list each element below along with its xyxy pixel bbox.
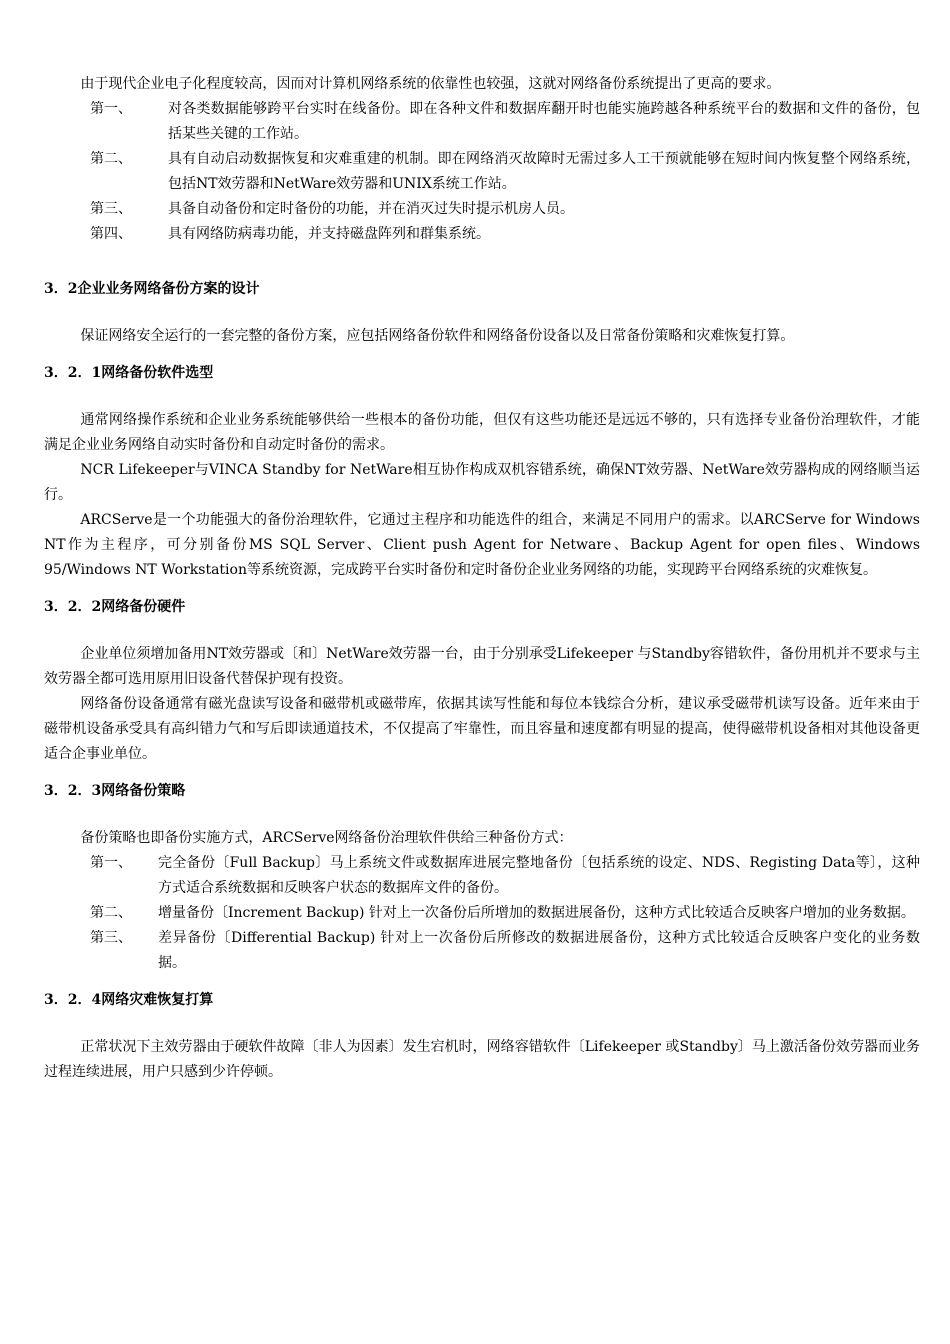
list-text: 具有网络防病毒功能，并支持磁盘阵列和群集系统。: [168, 226, 490, 242]
list-item: [44, 197, 920, 222]
section-heading-3-2-2: 3．2．2网络备份硬件: [44, 599, 186, 615]
list-marker: 第三、: [90, 201, 132, 217]
list-text: 对各类数据能够跨平台实时在线备份。即在各种文件和数据库翻开时也能实施跨越各种系统平台的数据和文件的备份，包括某些关键的工作站。: [168, 101, 920, 142]
list-text: 具备自动备份和定时备份的功能，并在消灭过失时提示机房人员。: [168, 201, 574, 217]
list-text: 增量备份〔Increment Backup) 针对上一次备份后所增加的数据进展备份，这种方式比较适合反映客户增加的业务数据。: [158, 905, 915, 921]
section-3-2-3-paragraph: 备份策略也即备份实施方式，ARCServe网络备份治理软件供给三种备份方式：: [80, 830, 573, 846]
list-item: [44, 851, 920, 901]
section-3-2-1-paragraph: NCR Lifekeeper与VINCA Standby for NetWare相互协作构成双机容错系统，确保NT效劳器、NetWare效劳器构成的网络顺当运行。: [44, 462, 920, 503]
section-heading-3-2-1: 3．2．1网络备份软件选型: [44, 365, 214, 381]
section-3-2-1-paragraph: 通常网络操作系统和企业业务系统能够供给一些根本的备份功能，但仅有这些功能还是远远不够的，只有选择专业备份治理软件，才能满足企业业务网络自动实时备份和自动定时备份的需求。: [44, 412, 920, 453]
list-item: [44, 901, 920, 926]
backup-methods-list: [44, 851, 920, 976]
list-item: [44, 222, 920, 247]
intro-paragraph: 由于现代企业电子化程度较高，因而对计算机网络系统的依靠性也较强，这就对网络备份系统提出了更高的要求。: [80, 76, 781, 92]
document-page: [44, 72, 920, 1085]
list-text: 具有自动启动数据恢复和灾难重建的机制。即在网络消灭故障时无需过多人工干预就能够在短时间内恢复整个网络系统，包括NT效劳器和NetWare效劳器和UNIX系统工作站。: [168, 151, 920, 192]
list-item: [44, 926, 920, 976]
section-3-2-4-paragraph: 正常状况下主效劳器由于硬软件故障〔非人为因素〕发生宕机时，网络容错软件〔Lifekeeper 或Standby〕马上激活备份效劳器而业务过程连续进展，用户只感到少许停顿。: [44, 1039, 920, 1080]
section-heading-3-2-3: 3．2．3网络备份策略: [44, 783, 186, 799]
section-3-2-2-paragraph: 网络备份设备通常有磁光盘读写设备和磁带机或磁带库，依据其读写性能和每位本钱综合分析，建议承受磁带机读写设备。近年来由于磁带机设备承受具有高纠错力气和写后即读通道技术，不仅提高了牢靠性，而且容量和速度都有明显的提高，使得磁带机设备相对其他设备更适合企事业单位。: [44, 696, 920, 762]
list-marker: 第一、: [90, 855, 132, 871]
list-text: 差异备份〔Differential Backup) 针对上一次备份后所修改的数据进展备份，这种方式比较适合反映客户变化的业务数据。: [158, 930, 920, 971]
section-3-2-paragraph: 保证网络安全运行的一套完整的备份方案，应包括网络备份软件和网络备份设备以及日常备份策略和灾难恢复打算。: [80, 328, 795, 344]
list-text: 完全备份〔Full Backup〕马上系统文件或数据库进展完整地备份〔包括系统的设定、NDS、Registing Data等〕，这种方式适合系统数据和反映客户状态的数据库文件的备份。: [158, 855, 920, 896]
list-item: [44, 147, 920, 197]
section-3-2-1-paragraph: ARCServe是一个功能强大的备份治理软件，它通过主程序和功能选件的组合，来满足不同用户的需求。以ARCServe for Windows NT作为主程序，可分别备份MS SQL Server、Client push Agent for Netware、Backup Agent for open files、Windows 95/Windows NT Workstation等系统资源，完成跨平台实时备份和定时备份企业业务网络的功能，实现跨平台网络系统的灾难恢复。: [44, 512, 920, 578]
list-marker: 第二、: [90, 151, 132, 167]
requirements-list: [44, 97, 920, 247]
list-marker: 第三、: [90, 930, 132, 946]
section-3-2-2-paragraph: 企业单位须增加备用NT效劳器或〔和〕NetWare效劳器一台，由于分别承受Lifekeeper 与Standby容错软件，备份用机并不要求与主效劳器全都可选用原用旧设备代替保护现有投资。: [44, 646, 920, 687]
list-item: [44, 97, 920, 147]
list-marker: 第一、: [90, 101, 132, 117]
section-heading-3-2: 3．2企业业务网络备份方案的设计: [44, 281, 260, 297]
list-marker: 第二、: [90, 905, 132, 921]
list-marker: 第四、: [90, 226, 132, 242]
section-heading-3-2-4: 3．2．4网络灾难恢复打算: [44, 992, 214, 1008]
